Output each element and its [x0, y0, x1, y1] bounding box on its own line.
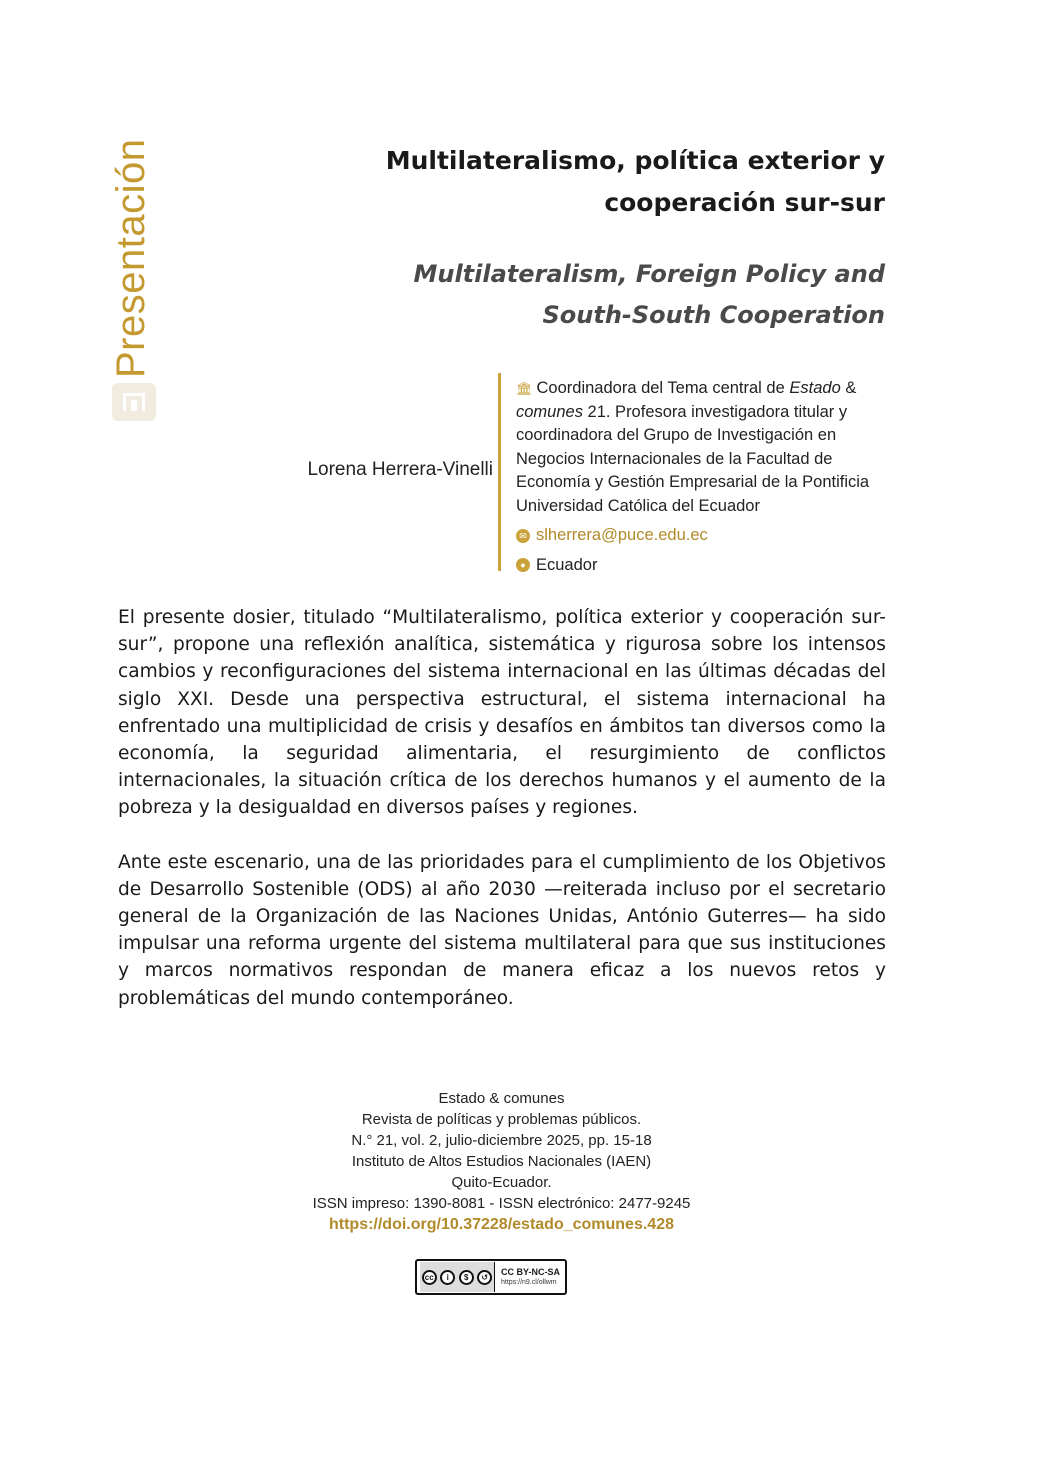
author-divider [498, 373, 501, 571]
license-text [501, 1267, 560, 1287]
author-country-row [516, 554, 876, 578]
article-title-line-1: Multilateralismo, política exterior y [385, 146, 885, 175]
location-icon: ● [516, 558, 530, 572]
issn-online-label: ISSN electrónico: [498, 1195, 615, 1212]
footer-city: Quito-Ecuador. [451, 1174, 552, 1191]
author-name: Lorena Herrera-Vinelli [307, 459, 493, 480]
article-title-line-2: cooperación sur-sur [604, 188, 885, 217]
footer-issue: N.° 21, vol. 2, julio-diciembre 2025, pp. 15-18 [351, 1132, 652, 1149]
issn-print-label: ISSN impreso: [312, 1195, 410, 1212]
article-title-english-line-1: Multilateralism, Foreign Policy and [413, 260, 885, 288]
license-url[interactable]: https://n9.cl/ollwm [501, 1279, 557, 1286]
doi-link[interactable]: https://doi.org/10.37228/estado_comunes.428 [328, 1216, 674, 1233]
institution-icon: 🏛 [516, 381, 533, 396]
author-affiliation [516, 377, 876, 518]
footer-publisher: Instituto de Altos Estudios Nacionales (IAEN) [351, 1153, 652, 1170]
issn-online: 2477-9245 [618, 1195, 691, 1212]
affiliation-journal-sep: & [840, 379, 857, 397]
affiliation-journal-2: comunes [516, 402, 583, 421]
article-body [118, 604, 886, 1039]
body-paragraph-1: El presente dosier, titulado “Multilateralismo, política exterior y cooperación sur-sur”, propone una reflexión analítica, sistemática y rigurosa sobre los intensos cambios y reconfiguraciones del sistema internacional en las últimas décadas del siglo XXI. Desde una perspectiva estructural, el sistema internacional ha enfrentado una multiplicidad de crisis y desafíos en ámbitos tan diversos como la economía, la seguridad alimentaria, el resurgimiento de conflictos internacionales, la situación crítica de los derechos humanos y el aumento de la pobreza y la desigualdad en diversos países y regiones. [118, 607, 886, 819]
license-badge[interactable] [415, 1259, 567, 1295]
sa-icon: ↺ [477, 1270, 492, 1285]
footer-subtitle: Revista de políticas y problemas públicos. [361, 1111, 642, 1128]
journal-footer [0, 1088, 1003, 1235]
author-country: Ecuador [536, 555, 598, 574]
body-paragraph-2: Ante este escenario, una de las prioridades para el cumplimiento de los Objetivos de Desarrollo Sostenible (ODS) al año 2030 —reiterada incluso por el secretario general de la Organización de las Naciones Unidas, António Guterres— ha sido impulsar una reforma urgente del sistema multilateral para que sus instituciones y marcos normativos respondan de manera eficaz a los nuevos retos y problemáticas del mundo contemporáneo. [118, 851, 886, 1009]
email-icon: ✉ [516, 529, 530, 543]
author-info [516, 377, 876, 577]
section-label [106, 138, 156, 378]
footer-issn [0, 1193, 1003, 1214]
nc-icon: $ [459, 1270, 474, 1285]
article-title-english-line-2: South-South Cooperation [542, 301, 885, 329]
license-label: CC BY-NC-SA [501, 1267, 561, 1277]
by-icon: i [440, 1270, 455, 1285]
affiliation-text-post: 21. Profesora investigadora titular y coordinadora del Grupo de Investigación en Negocios Internacionales de la Facultad de Economía y Gestión Empresarial de la Pontificia Universidad Católica del Ecuador [516, 402, 870, 515]
author-email-link[interactable]: slherrera@puce.edu.ec [536, 526, 708, 544]
section-label-text: Presentación [109, 138, 153, 378]
article-title-english [325, 254, 885, 336]
affiliation-text-pre: Coordinadora del Tema central de [536, 379, 790, 397]
footer-journal-name: Estado & comunes [438, 1090, 565, 1107]
affiliation-journal-1: Estado [789, 379, 841, 397]
article-title [325, 140, 885, 224]
journal-logo-icon [112, 383, 156, 421]
issn-print: 1390-8081 [413, 1195, 486, 1212]
issn-separator: - [485, 1195, 499, 1212]
license-icons [420, 1262, 495, 1292]
author-email-row [516, 524, 876, 548]
cc-icon: cc [422, 1270, 437, 1285]
